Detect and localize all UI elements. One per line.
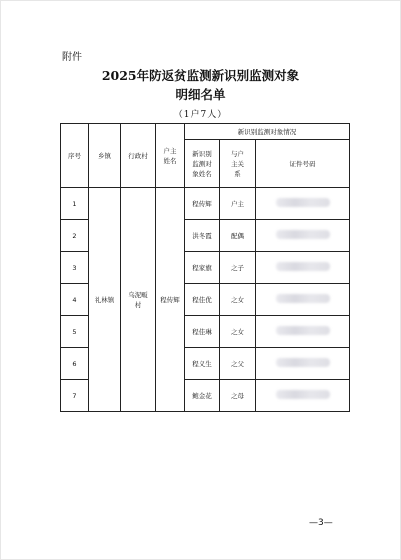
cell-relation: 配偶 (220, 220, 256, 252)
monitoring-roster-table (60, 123, 350, 412)
redaction-blur (276, 326, 330, 335)
document-title: 2025年防返贫监测新识别监测对象 (101, 68, 300, 83)
cell-id-redacted (256, 252, 350, 284)
table-row (61, 188, 350, 220)
cell-relation: 之母 (220, 380, 256, 412)
header-index: 序号 (61, 124, 89, 188)
cell-index: 1 (61, 188, 89, 220)
redaction-blur (276, 390, 330, 399)
document-subtitle: （1户7人） (173, 110, 228, 120)
cell-relation: 户主 (220, 188, 256, 220)
cell-id-redacted (256, 380, 350, 412)
cell-relation: 之父 (220, 348, 256, 380)
cell-household-head: 程传辉 (156, 188, 185, 412)
cell-name: 洪冬霞 (185, 220, 220, 252)
attachment-label: 附件 (62, 52, 82, 63)
cell-name: 程佳优 (185, 284, 220, 316)
cell-name: 程义生 (185, 348, 220, 380)
header-name: 新识别监测对象姓名 (185, 140, 220, 188)
cell-relation: 之子 (220, 252, 256, 284)
cell-id-redacted (256, 316, 350, 348)
cell-index: 5 (61, 316, 89, 348)
cell-town: 礼林镇 (89, 188, 121, 412)
header-relation: 与户主关系 (220, 140, 256, 188)
cell-relation: 之女 (220, 284, 256, 316)
page-number: —3— (309, 518, 333, 528)
cell-id-redacted (256, 220, 350, 252)
header-id-number: 证件号码 (256, 140, 350, 188)
cell-name: 程传辉 (185, 188, 220, 220)
cell-relation: 之女 (220, 316, 256, 348)
cell-index: 2 (61, 220, 89, 252)
redaction-blur (276, 262, 330, 271)
cell-index: 3 (61, 252, 89, 284)
cell-id-redacted (256, 348, 350, 380)
redaction-blur (276, 198, 330, 207)
cell-village: 乌泥畈村 (121, 188, 156, 412)
header-household-head: 户主姓名 (156, 124, 185, 188)
cell-name: 程家旗 (185, 252, 220, 284)
redaction-blur (276, 294, 330, 303)
cell-id-redacted (256, 284, 350, 316)
cell-name: 程佳琳 (185, 316, 220, 348)
cell-id-redacted (256, 188, 350, 220)
redaction-blur (276, 230, 330, 239)
cell-index: 7 (61, 380, 89, 412)
header-town: 乡镇 (89, 124, 121, 188)
cell-index: 6 (61, 348, 89, 380)
header-monitoring-group: 新识别监测对象情况 (185, 124, 350, 140)
cell-name: 鲍金花 (185, 380, 220, 412)
redaction-blur (276, 358, 330, 367)
document-title-line2: 明细名单 (175, 87, 226, 102)
cell-index: 4 (61, 284, 89, 316)
header-village: 行政村 (121, 124, 156, 188)
